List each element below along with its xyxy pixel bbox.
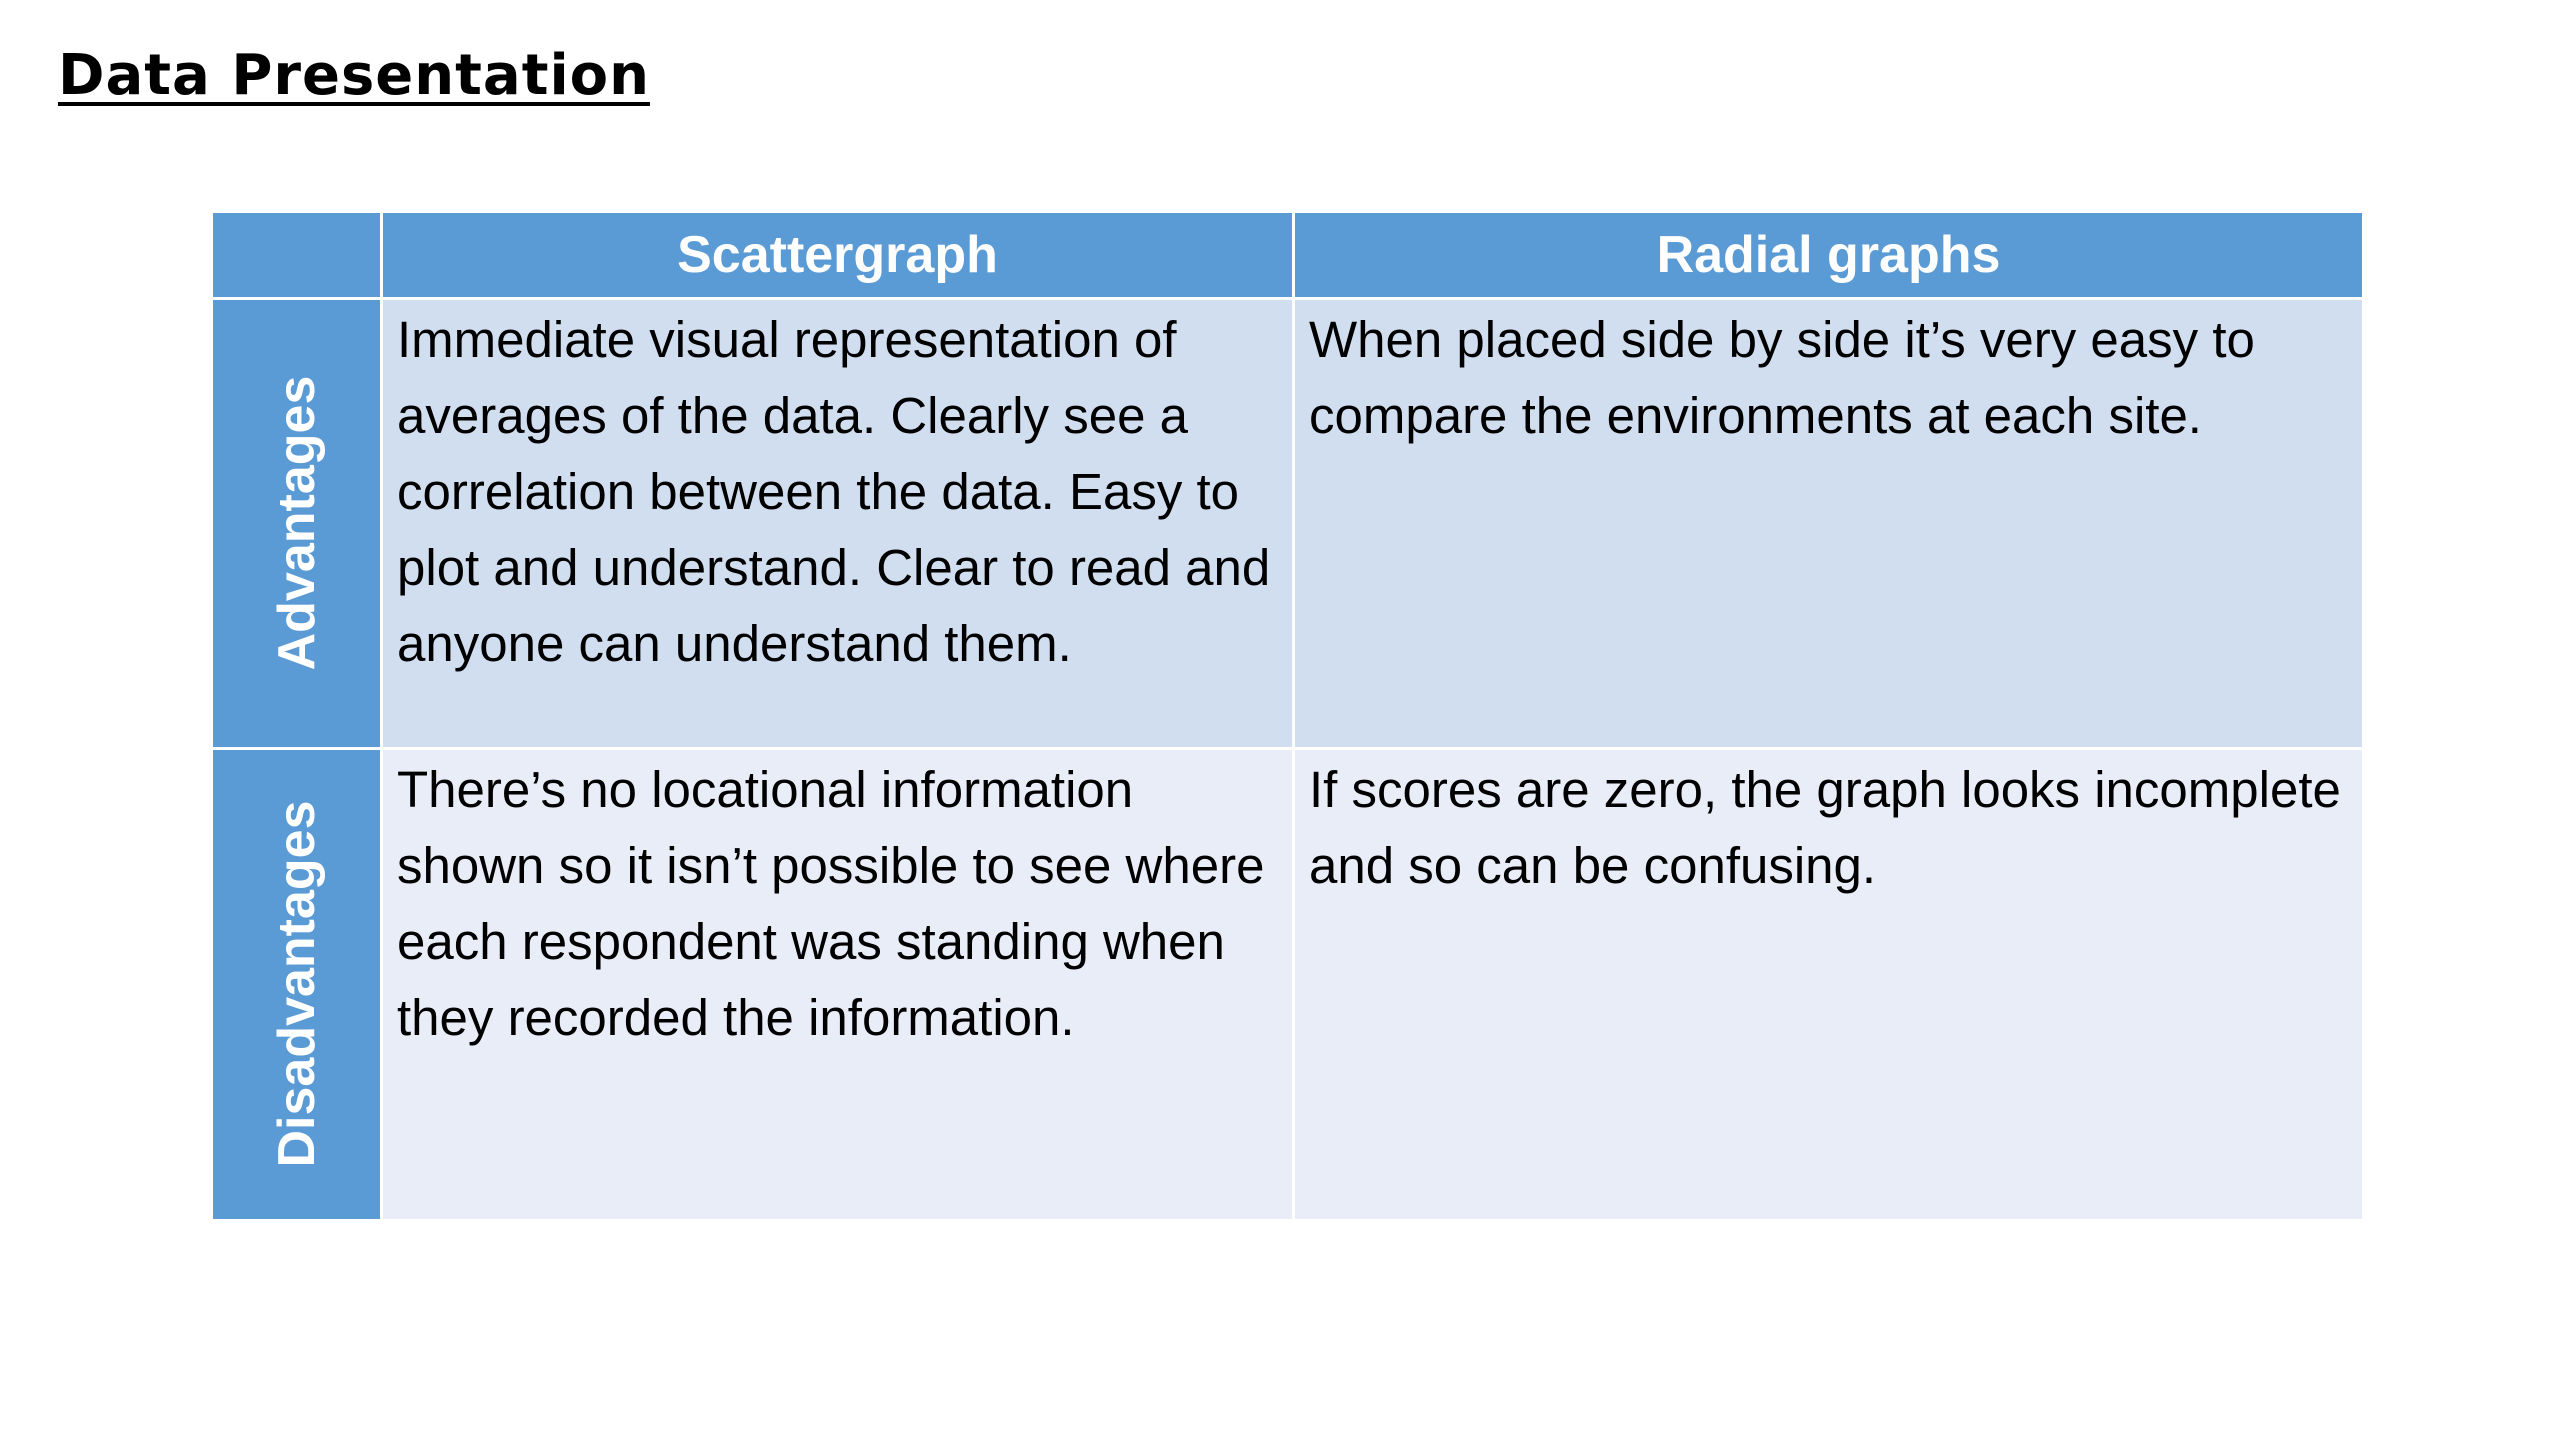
page-title: Data Presentation	[58, 43, 651, 108]
column-header-radial-graphs: Radial graphs	[1294, 212, 2364, 299]
comparison-table	[210, 210, 2365, 1222]
table-corner-cell	[212, 212, 382, 299]
row-label-disadvantages: Disadvantages	[267, 800, 326, 1168]
table-row-advantages	[212, 299, 2364, 748]
row-header-disadvantages	[212, 748, 382, 1220]
row-label-advantages: Advantages	[267, 376, 326, 671]
cell-advantages-scattergraph	[382, 299, 1294, 748]
cell-text: Immediate visual representation of averages of the data. Clearly see a correlation between the data. Easy to plot and understand. Clear to read and anyone can understand them.	[397, 311, 1271, 673]
table-header-row	[212, 212, 2364, 299]
row-header-advantages	[212, 299, 382, 748]
cell-disadvantages-radial	[1294, 748, 2364, 1220]
cell-disadvantages-scattergraph	[382, 748, 1294, 1220]
table-row-disadvantages	[212, 748, 2364, 1220]
cell-text: If scores are zero, the graph looks incomplete and so can be confusing.	[1309, 760, 2341, 894]
column-header-scattergraph: Scattergraph	[382, 212, 1294, 299]
cell-advantages-radial	[1294, 299, 2364, 748]
cell-text: There’s no locational information shown so it isn’t possible to see where each respondent was standing when they recorded the information.	[397, 760, 1265, 1046]
cell-text: When placed side by side it’s very easy to compare the environments at each site.	[1309, 311, 2255, 445]
